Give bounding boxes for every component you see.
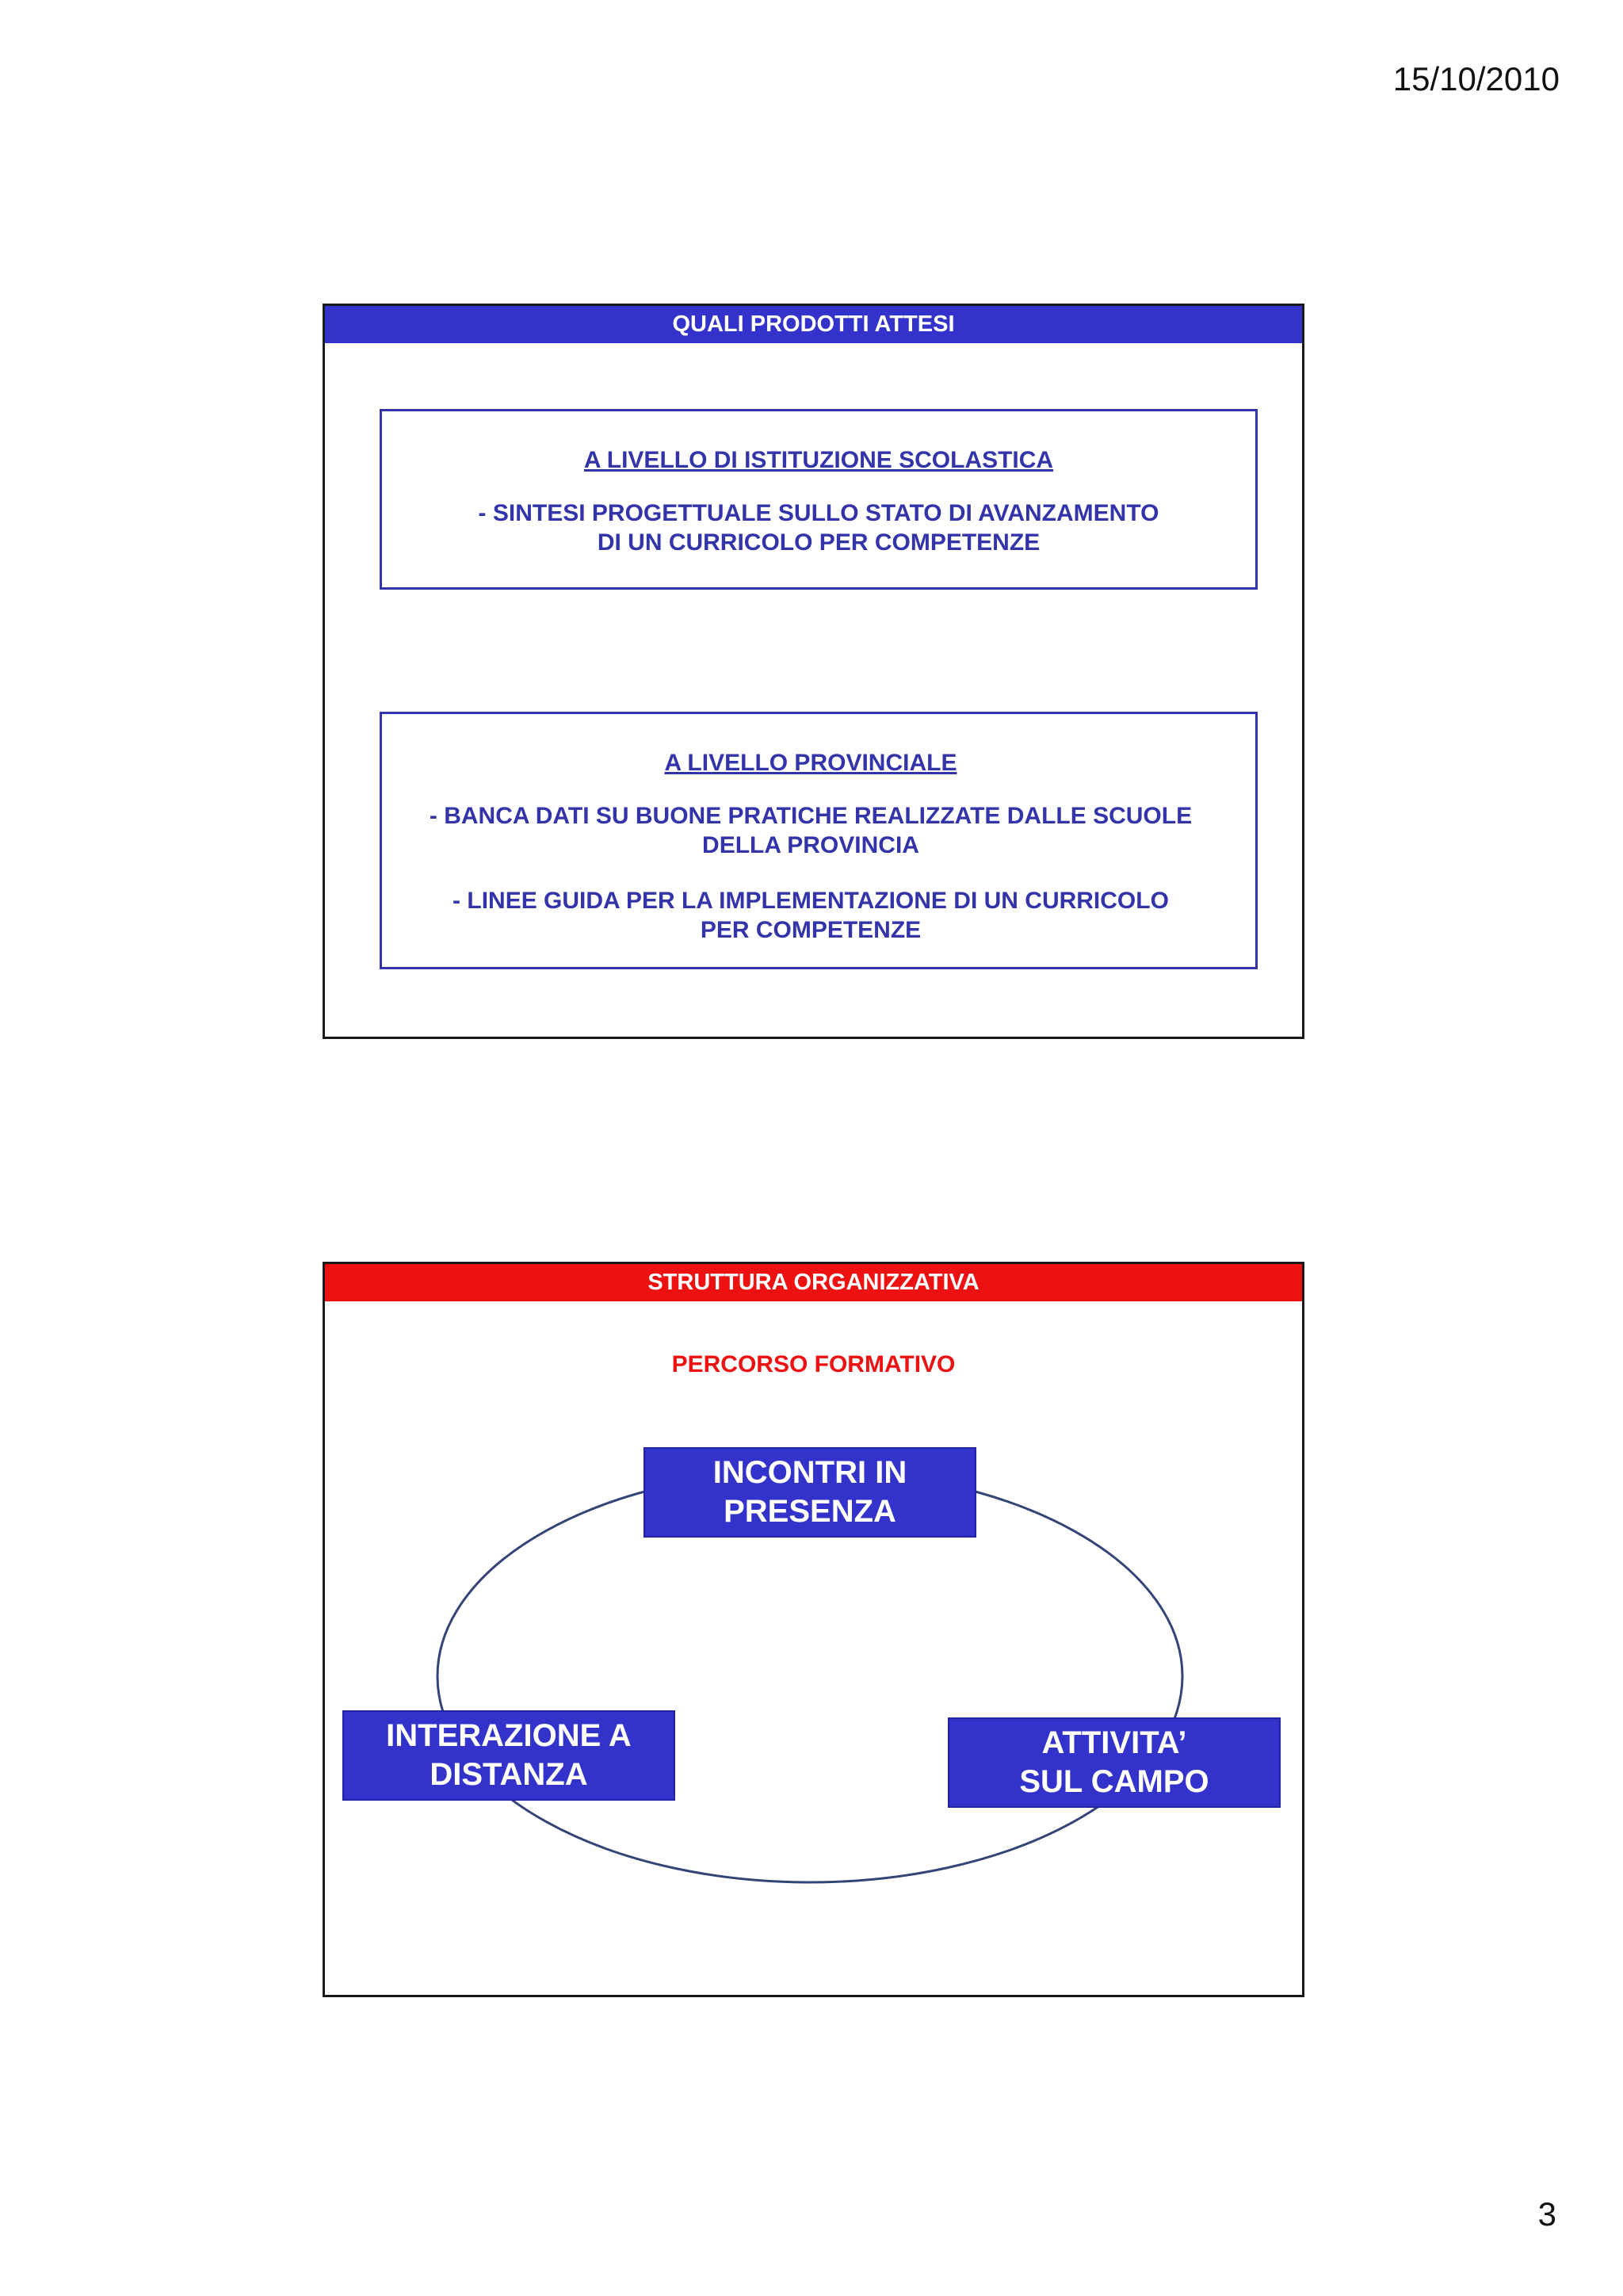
box-heading: A LIVELLO DI ISTITUZIONE SCOLASTICA	[583, 447, 1054, 473]
box-item-line: - LINEE GUIDA PER LA IMPLEMENTAZIONE DI UN CURRICOLO	[453, 888, 1169, 914]
page-number: 3	[1537, 2195, 1556, 2233]
node-incontri-in-presenza	[643, 1447, 976, 1538]
slide-title: QUALI PRODOTTI ATTESI	[325, 306, 1302, 343]
cycle-ellipse	[325, 1264, 1302, 1995]
node-attivita-sul-campo	[948, 1717, 1281, 1808]
node-label-line: PRESENZA	[724, 1494, 896, 1529]
box-provinciale	[380, 712, 1258, 969]
node-label-line: SUL CAMPO	[1019, 1764, 1209, 1799]
box-item-line: PER COMPETENZE	[700, 917, 922, 943]
slide-struttura-organizzativa	[323, 1262, 1304, 1997]
slide-quali-prodotti-attesi	[323, 304, 1304, 1039]
node-label-line: DISTANZA	[430, 1757, 588, 1792]
slide-subtitle: PERCORSO FORMATIVO	[671, 1351, 956, 1377]
node-label-line: ATTIVITA’	[1041, 1725, 1187, 1760]
node-label-line: INCONTRI IN	[712, 1455, 907, 1490]
box-item-line: - BANCA DATI SU BUONE PRATICHE REALIZZATE DALLE SCUOLE	[429, 803, 1193, 829]
page-date: 15/10/2010	[1392, 60, 1560, 97]
node-label-line: INTERAZIONE A	[386, 1718, 632, 1753]
box-item-line: DELLA PROVINCIA	[702, 832, 919, 858]
box-item-line: DI UN CURRICOLO PER COMPETENZE	[597, 529, 1041, 556]
box-item-line: - SINTESI PROGETTUALE SULLO STATO DI AVANZAMENTO	[478, 500, 1159, 526]
node-interazione-a-distanza	[342, 1710, 675, 1801]
box-istituzione-scolastica	[380, 409, 1258, 590]
slide-title: STRUTTURA ORGANIZZATIVA	[325, 1264, 1302, 1301]
box-heading: A LIVELLO PROVINCIALE	[664, 750, 957, 776]
